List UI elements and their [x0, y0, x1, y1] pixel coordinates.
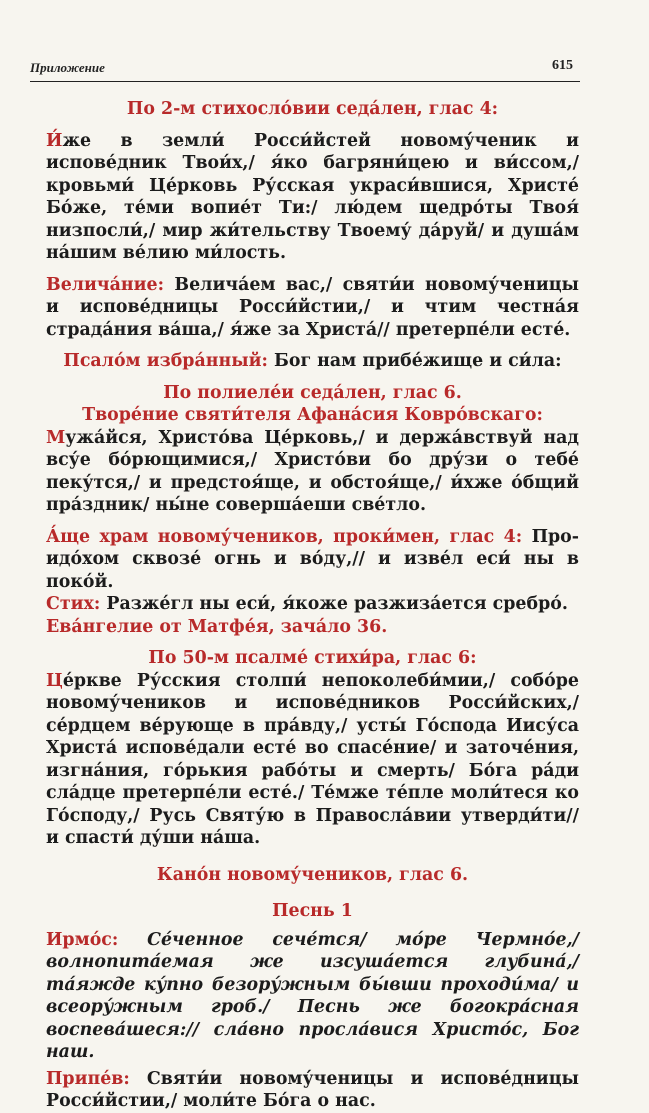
stichera-heading: По 50-м псалме́ стихи́ра, глас 6: [148, 648, 477, 668]
ode-heading: Песнь 1 [272, 901, 353, 921]
refrain [46, 1068, 579, 1113]
refrain-text: Святи́и новому́ченицы и испове́дницы Росси́йстии,/ моли́те Бо́га о нас. [46, 1068, 579, 1111]
prokimen-label: А́ще храм новому́чеников, проки́мен, глас 4: [46, 526, 523, 547]
psalm-label: Псало́м избра́нный: [63, 351, 268, 371]
stikh-label: Стих: [46, 594, 101, 614]
polyeleos-heading: По полиеле́и седа́лен, глас 6. [163, 382, 462, 403]
prokimen [46, 526, 579, 594]
polyeleos-body: ужа́йся, Христо́ва Це́рковь,/ и держа́вствуй над всу́е бо́рющимися,/ Христо́ви бо дру́зи о тебе́ пеку́тся,/ и предстоя́ще, и обстоя́ще,/ и́хже о́бщий пра́здник/ ны́не соверша́еши све́тло. [46, 427, 579, 515]
irmos-label: Ирмо́с: [46, 929, 119, 950]
stikh-text: Разже́гл ны еси́, я́коже разжиза́ется сребро́. [106, 594, 568, 614]
page-number: 615 [552, 58, 573, 73]
stichera-text [46, 670, 579, 850]
gospel-reading: Ева́нгелие от Матфе́я, зача́ло 36. [46, 616, 388, 637]
sedalen-text [46, 130, 579, 265]
running-header-title: Приложение [30, 60, 105, 75]
sedalen-heading: По 2-м стихосло́вии седа́лен, глас 4: [126, 99, 499, 119]
irmos-text: Се́ченное сече́тся/ мо́ре Чермно́е,/ волнопита́емая же изсуша́ется глубина́,/ та́яжде ку́пно безору́жным бы́вши проходи́ма/ и всеору́жным гроб./ Песнь же богокра́сная воспева́шеся:// сла́вно просла́вися Христо́с, Бог наш. [46, 929, 579, 1062]
prokimen-text: Про- идо́хом сквозе́ огнь и во́ду,// и изве́л еси́ ны в поко́й. [46, 526, 579, 592]
red-initial: Ц [46, 670, 63, 691]
velichanie [46, 274, 579, 342]
red-initial: И́ [46, 130, 63, 151]
polyeleos-text [46, 427, 579, 517]
velichanie-label: Велича́ние: [46, 274, 165, 295]
stikh [46, 593, 579, 616]
refrain-label: Припе́в: [46, 1068, 130, 1089]
canon-heading: Кано́н новому́чеников, глас 6. [156, 864, 469, 885]
page-body [46, 98, 579, 1113]
irmos [46, 929, 579, 1064]
sedalen-body: же в земли́ Росси́йстей новому́ченик и испове́дник Твои́х,/ я́ко багряни́цею и ви́ссом,/ кровьми́ Це́рковь Ру́сская украси́вшися, Христе́ Бо́же, те́ми вопие́т Ти:/ лю́дем щедро́ты Твоя́ низпосли́,/ мир жи́тельству Твоему́ да́руй/ и душа́м на́шим ве́лию ми́лость. [46, 130, 579, 263]
psalm-text: Бог нам прибе́жище и си́ла: [274, 351, 562, 371]
stichera-body: е́ркве Ру́сския столпи́ непоколеби́мии,/ собо́ре новому́чеников и испове́дников Росси́йских,/ се́рдцем ве́рующе в пра́вду,/ усты́ Го́спода Иису́са Христа́ испове́дали есте́ во спасе́ние/ и заточе́ния, изгна́ния, го́рькия рабо́ты и смерть/ Бо́га ра́ди сла́дце претерпе́ли есте́./ Те́мже те́пле моли́теся ко Го́споду,/ Русь Святу́ю в Правосла́вии утверди́ти// и спасти́ ду́ши на́ша. [46, 670, 579, 848]
velichanie-text: Велича́ем вас,/ святи́и новому́ченицы и испове́дницы Росси́йстии,/ и чтим честна́я страда́ния ва́ша,/ я́же за Христа́// претерпе́ли есте́. [46, 274, 579, 340]
red-initial: М [46, 427, 66, 448]
header-rule [30, 81, 580, 82]
psalm-selected [46, 350, 579, 373]
author-heading: Творе́ние святи́теля Афана́сия Ковро́вскаго: [82, 405, 543, 425]
